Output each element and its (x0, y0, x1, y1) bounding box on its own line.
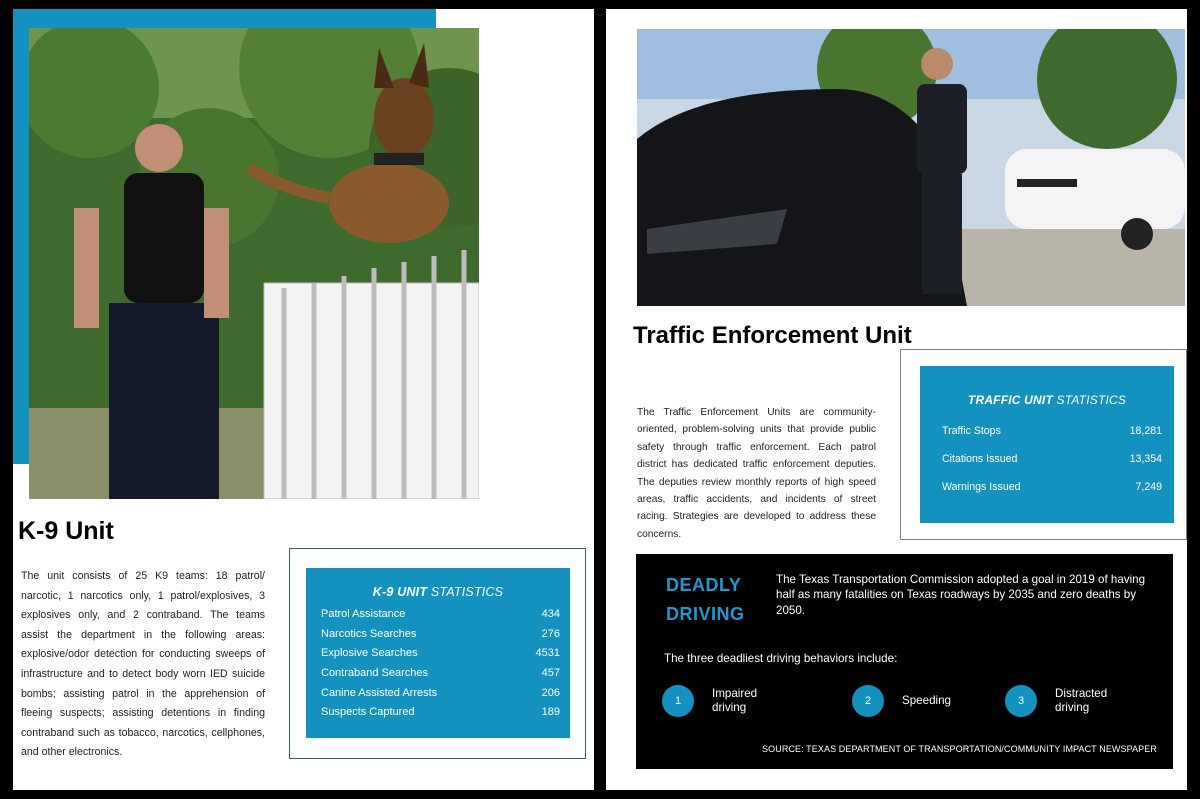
traffic-description: The Traffic Enforcement Units are community-oriented, problem-solving units that provide public safety through traffic enforcement. Each patrol district has dedicated traffic enforcement deputies. The deputies review monthly reports of high speed areas, traffic accidents, and incidents of street racing. Strategies are developed to address these concerns. (637, 407, 876, 540)
k9-handler-dog-photo (29, 28, 479, 499)
deadly-driving-title: DEADLY DRIVING (666, 575, 745, 624)
stat-row: Canine Assisted Arrests 206 (321, 686, 560, 699)
stat-row: Contraband Searches 457 (321, 667, 560, 680)
number-badge: 2 (852, 685, 884, 717)
source-credit: SOURCE: TEXAS DEPARTMENT OF TRANSPORTATION/COMMUNITY IMPACT NEWSPAPER (762, 744, 1157, 754)
k9-unit-title: K-9 Unit (18, 517, 114, 545)
stat-row: Narcotics Searches 276 (321, 627, 560, 640)
stat-row: Patrol Assistance 434 (321, 608, 560, 620)
stat-row: Citations Issued 13,354 (942, 453, 1162, 465)
k9-stats-heading: K-9 UNIT STATISTICS (372, 585, 504, 599)
behavior-label: Impaired driving (712, 687, 758, 714)
behavior-item (662, 685, 772, 717)
number-badge: 1 (662, 685, 694, 717)
behavior-item (852, 685, 962, 717)
deadly-driving-lead: The three deadliest driving behaviors include: (664, 652, 898, 665)
traffic-stats-frame (900, 349, 1187, 540)
k9-description: The unit consists of 25 K9 teams: 18 patrol/ narcotic, 1 narcotics only, 1 patrol/explosives, 3 explosives only, and 2 contraband. The teams assist the department in the following areas: explosive/odor detection for conducting sweeps of infrastructure and to detect body worn IED suicide bombs; assisting patrol in the apprehension of fleeing suspects; assisting detentions in finding contraband such as tobacco, narcotics, cellphones, and other electronics. (21, 570, 265, 759)
traffic-unit-title: Traffic Enforcement Unit (633, 322, 912, 349)
traffic-deputy-photo (637, 29, 1185, 306)
deadly-driving-panel (636, 554, 1173, 769)
behavior-label: Speeding (902, 694, 951, 707)
behavior-item (1005, 685, 1115, 717)
stat-row: Warnings Issued 7,249 (942, 481, 1162, 493)
k9-page (13, 9, 594, 790)
traffic-stats-box (920, 366, 1174, 523)
k9-stats-box (306, 568, 570, 738)
stat-row: Traffic Stops 18,281 (942, 425, 1162, 437)
stat-row: Suspects Captured 189 (321, 706, 560, 719)
behavior-label: Distracted driving (1055, 687, 1108, 714)
k9-stats-frame (289, 548, 586, 759)
traffic-page (606, 9, 1187, 790)
stat-row: Explosive Searches 4531 (321, 647, 560, 660)
deadly-driving-text: The Texas Transportation Commission adopted a goal in 2019 of having half as many fatalities on Texas roadways by 2035 and zero deaths by 2050. (776, 573, 1146, 617)
accent-bar-side (13, 9, 29, 464)
accent-bar-top (13, 9, 436, 28)
traffic-stats-heading: TRAFFIC UNIT STATISTICS (967, 393, 1127, 407)
number-badge: 3 (1005, 685, 1037, 717)
